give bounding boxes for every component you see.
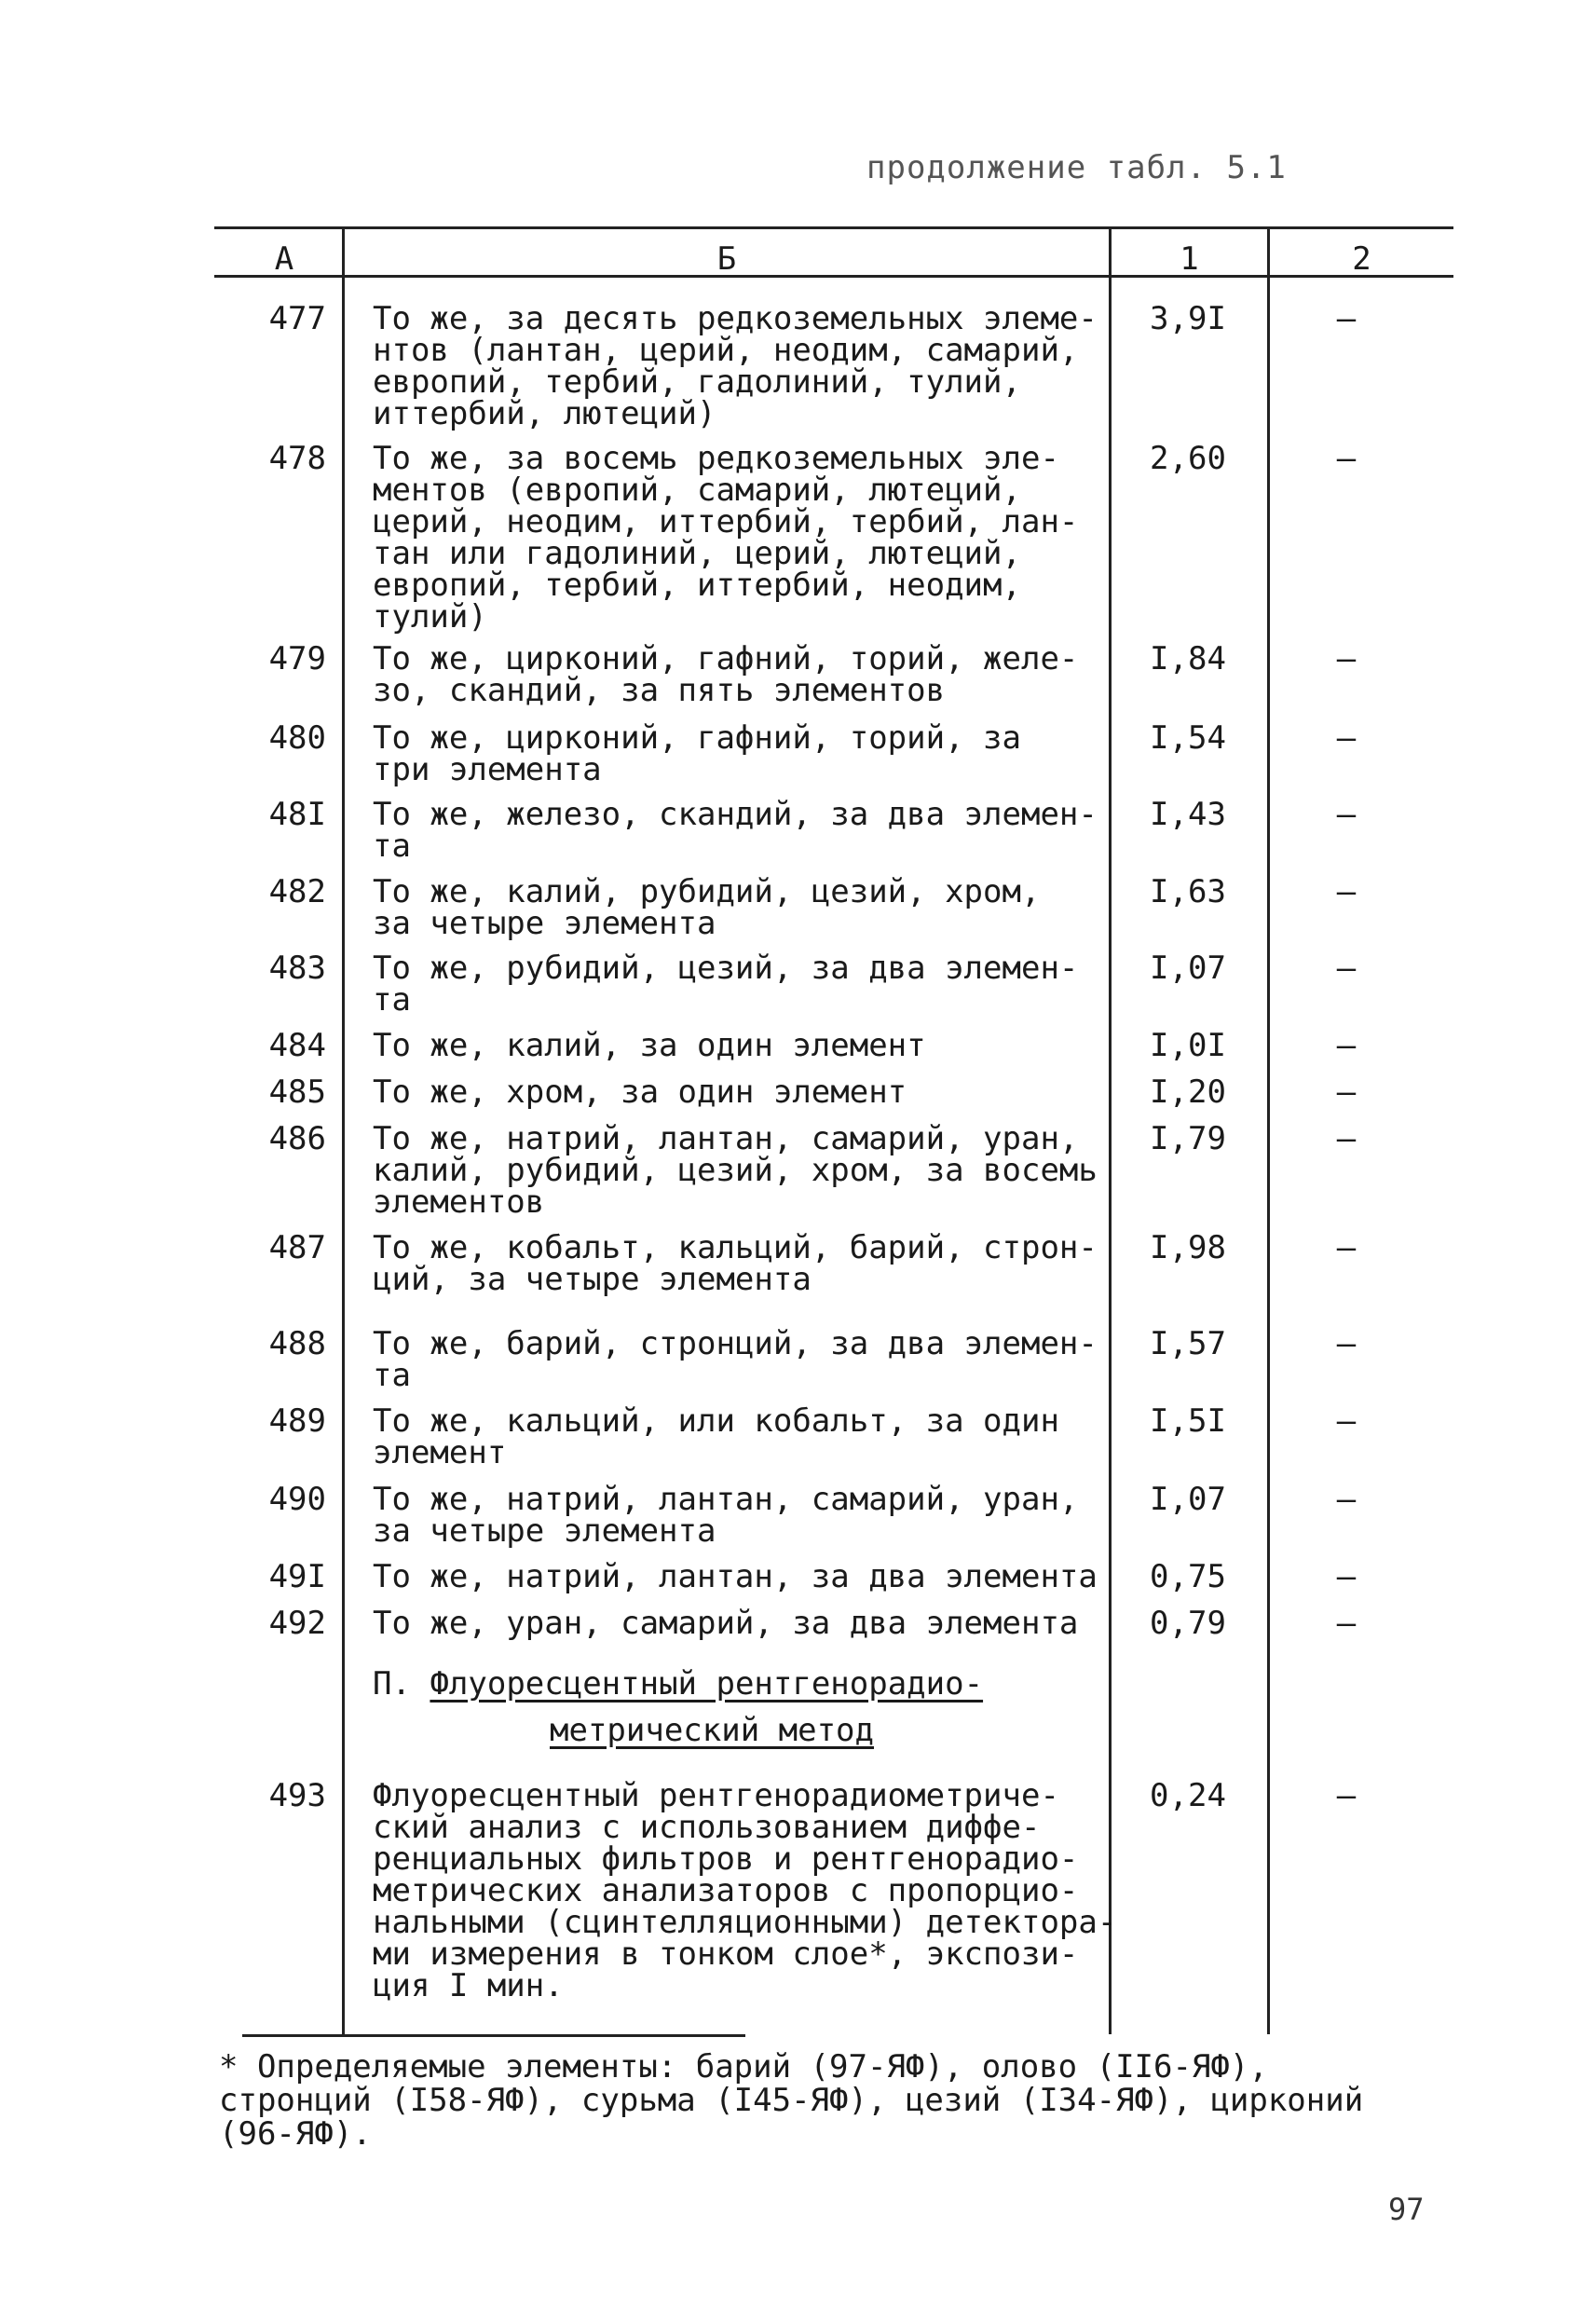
row-number: 486 [268, 1120, 326, 1157]
column-divider-c [1267, 226, 1270, 2034]
footnote: * Определяемые элементы: барий (97-ЯФ), олово (II6-ЯФ), стронций (I58-ЯФ), сурьма (I45-ЯФ), цезий (I34-ЯФ), цирконий (96-ЯФ). [219, 2048, 1364, 2153]
row-number: 493 [268, 1777, 326, 1814]
row-description: То же, калий, рубидий, цезий, хром, за четыре элемента [373, 873, 1041, 942]
row-description: То же, кальций, или кобальт, за один элемент [373, 1402, 1059, 1471]
section-title-line-2: метрический метод [550, 1712, 874, 1749]
row-value: 0,75 [1150, 1558, 1226, 1595]
row-description: То же, калий, за один элемент [373, 1027, 926, 1064]
row-number: 489 [268, 1402, 326, 1440]
row-description: То же, натрий, лантан, самарий, уран, калий, рубидий, цезий, хром, за восемь элементов [373, 1120, 1098, 1221]
row-number: 477 [268, 300, 326, 337]
row-value: I,54 [1150, 719, 1226, 757]
row-description: То же, железо, скандий, за два элемен- та [373, 796, 1098, 865]
row-description: То же, хром, за один элемент [373, 1073, 907, 1111]
row-number: 484 [268, 1027, 326, 1064]
row-column-2: – [1336, 1073, 1357, 1111]
row-value: 3,9I [1150, 300, 1226, 337]
section-number: П. [373, 1665, 411, 1702]
row-column-2: – [1336, 1120, 1357, 1157]
row-value: I,5I [1150, 1402, 1226, 1440]
row-description: То же, цирконий, гафний, торий, желе- зо, скандий, за пять элементов [373, 640, 1079, 709]
column-divider-a [342, 226, 345, 2034]
row-number: 480 [268, 719, 326, 757]
row-column-2: – [1336, 1402, 1357, 1440]
row-number: 483 [268, 950, 326, 987]
row-column-2: – [1336, 640, 1357, 677]
row-value: 0,79 [1150, 1605, 1226, 1642]
section-title-line-1: Флуоресцентный рентгенорадио- [430, 1665, 984, 1702]
row-column-2: – [1336, 440, 1357, 477]
row-number: 492 [268, 1605, 326, 1642]
row-value: I,0I [1150, 1027, 1226, 1064]
row-number: 49I [268, 1558, 326, 1595]
row-column-2: – [1336, 796, 1357, 833]
row-value: 2,60 [1150, 440, 1226, 477]
column-header-b: Б [716, 240, 737, 278]
row-description: То же, за восемь редкоземельных эле- ментов (европий, самарий, лютеций, церий, неодим, иттербий, тербий, лан- тан или гадолиний, церий, лютеций, европий, тербий, иттербий, неодим, тулий) [373, 440, 1079, 636]
row-description: То же, за десять редкоземельных элеме- нтов (лантан, церий, неодим, самарий, европий, тербий, гадолиний, тулий, иттербий, лютеций) [373, 300, 1098, 432]
row-column-2: – [1336, 719, 1357, 757]
column-header-2: 2 [1352, 240, 1371, 278]
row-value: I,84 [1150, 640, 1226, 677]
row-value: I,57 [1150, 1325, 1226, 1362]
row-value: I,98 [1150, 1229, 1226, 1266]
row-column-2: – [1336, 950, 1357, 987]
row-description: То же, натрий, лантан, за два элемента [373, 1558, 1098, 1595]
row-number: 488 [268, 1325, 326, 1362]
row-description: То же, цирконий, гафний, торий, за три элемента [373, 719, 1021, 788]
row-description: Флуоресцентный рентгенорадиометриче- ский анализ с использованием диффе- ренциальных фильтров и рентгенорадио- метрических анализаторов с пропорцио- нальными (сцинтелляционными) детектора- ми измерения в тонком слое*, экспози- ция I мин. [373, 1777, 1117, 2004]
row-column-2: – [1336, 1027, 1357, 1064]
row-number: 482 [268, 873, 326, 910]
row-value: I,07 [1150, 950, 1226, 987]
table-continuation-caption: продолжение табл. 5.1 [866, 149, 1287, 186]
row-number: 487 [268, 1229, 326, 1266]
row-number: 490 [268, 1481, 326, 1518]
row-number: 479 [268, 640, 326, 677]
column-header-1: 1 [1180, 240, 1199, 278]
page-number: 97 [1388, 2192, 1425, 2227]
row-column-2: – [1336, 1558, 1357, 1595]
row-column-2: – [1336, 873, 1357, 910]
row-value: I,07 [1150, 1481, 1226, 1518]
row-value: I,43 [1150, 796, 1226, 833]
row-column-2: – [1336, 1481, 1357, 1518]
row-number: 478 [268, 440, 326, 477]
row-column-2: – [1336, 1605, 1357, 1642]
row-description: То же, барий, стронций, за два элемен- та [373, 1325, 1098, 1394]
section-heading [373, 1665, 984, 1702]
row-column-2: – [1336, 1325, 1357, 1362]
row-number: 485 [268, 1073, 326, 1111]
row-number: 48I [268, 796, 326, 833]
row-description: То же, натрий, лантан, самарий, уран, за четыре элемента [373, 1481, 1079, 1550]
row-value: I,79 [1150, 1120, 1226, 1157]
row-value: 0,24 [1150, 1777, 1226, 1814]
table-bottom-rule [242, 2034, 745, 2037]
row-description: То же, рубидий, цезий, за два элемен- та [373, 950, 1079, 1019]
row-description: То же, уран, самарий, за два элемента [373, 1605, 1079, 1642]
row-value: I,63 [1150, 873, 1226, 910]
row-column-2: – [1336, 1229, 1357, 1266]
column-header-a: А [274, 240, 294, 278]
row-column-2: – [1336, 1777, 1357, 1814]
row-description: То же, кобальт, кальций, барий, строн- ций, за четыре элемента [373, 1229, 1098, 1298]
row-value: I,20 [1150, 1073, 1226, 1111]
row-column-2: – [1336, 300, 1357, 337]
